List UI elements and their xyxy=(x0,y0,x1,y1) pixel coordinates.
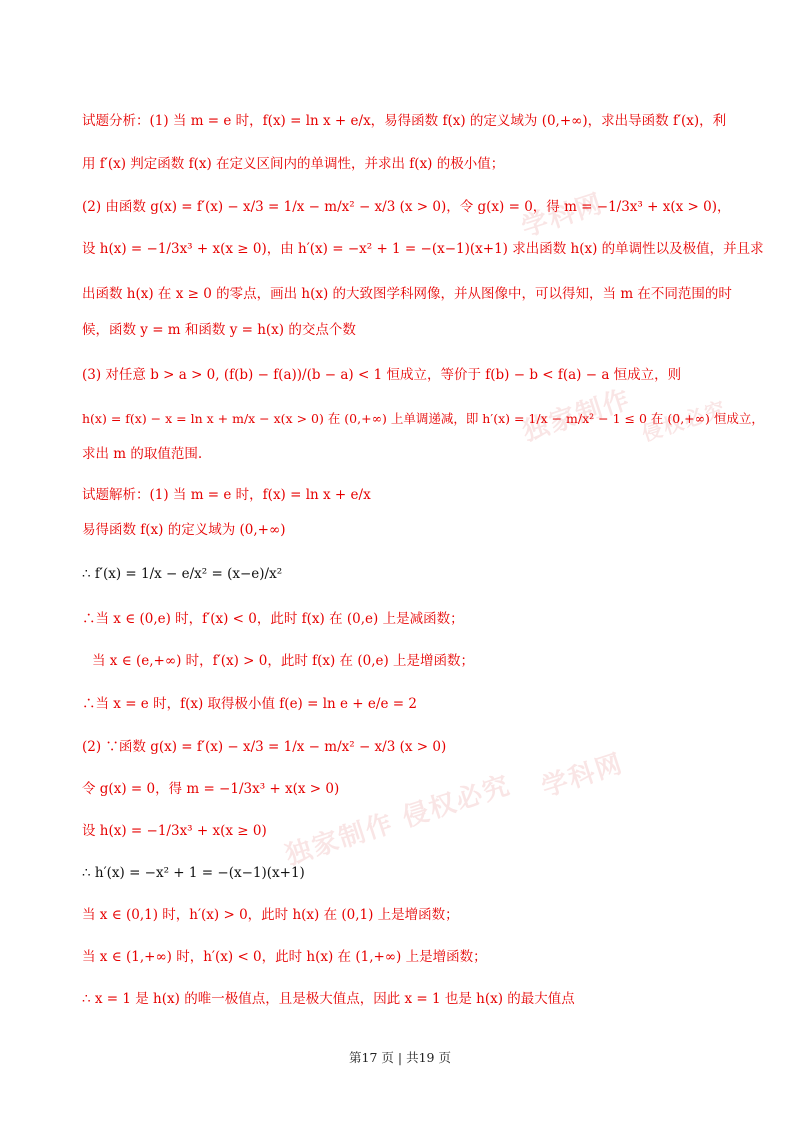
solution-line-12 xyxy=(82,948,487,966)
watermark-2: 独家制作 xyxy=(518,384,635,448)
solution-line-5-text: 当 x ∈ (e,+∞) 时，f′(x) > 0，此时 f(x) 在 (0,e) 上是增函数； xyxy=(92,653,475,669)
solution-line-2 xyxy=(82,521,286,539)
analysis-line-2 xyxy=(82,155,504,173)
solution-line-3 xyxy=(82,565,282,583)
solution-line-7-text: (2) ∵函数 g(x) = f′(x) − x/3 = 1/x − m/x² − x/3 (x > 0) xyxy=(82,739,447,755)
solution-line-7 xyxy=(82,738,446,756)
analysis-line-1-text: 试题分析：(1) 当 m = e 时，f(x) = ln x + e/x，易得函数 f(x) 的定义域为 (0,+∞)，求出导函数 f′(x)，利 xyxy=(82,113,727,129)
solution-line-8 xyxy=(82,780,339,798)
analysis-line-4-text: 设 h(x) = −1/3x³ + x(x ≥ 0)，由 h′(x) = −x² + 1 = −(x−1)(x+1) 求出函数 h(x) 的单调性以及极值，并且求 xyxy=(82,241,764,257)
analysis-line-3-text: (2) 由函数 g(x) = f′(x) − x/3 = 1/x − m/x² − x/3 (x > 0)，令 g(x) = 0，得 m = −1/3x³ + x(x > 0)， xyxy=(82,199,731,215)
solution-line-10 xyxy=(82,864,305,882)
solution-line-9 xyxy=(82,822,267,840)
solution-line-4-text: ∴当 x ∈ (0,e) 时，f′(x) < 0，此时 f(x) 在 (0,e) 上是减函数； xyxy=(82,611,464,627)
analysis-line-6-text: 候，函数 y = m 和函数 y = h(x) 的交点个数 xyxy=(82,322,356,338)
watermark-3: 侵权必究 xyxy=(638,395,731,446)
solution-line-4 xyxy=(82,610,464,628)
solution-line-1 xyxy=(82,486,371,504)
solution-line-10-text: ∴ h′(x) = −x² + 1 = −(x−1)(x+1) xyxy=(82,865,305,881)
analysis-line-8 xyxy=(82,410,764,428)
solution-line-1-text: 试题解析：(1) 当 m = e 时，f(x) = ln x + e/x xyxy=(82,487,371,503)
watermark-5: 独家制作 侵权必究 xyxy=(281,770,515,872)
solution-line-11-text: 当 x ∈ (0,1) 时，h′(x) > 0，此时 h(x) 在 (0,1) 上是增函数； xyxy=(82,907,459,923)
page-footer: 第17 页 | 共19 页 xyxy=(349,1050,451,1065)
analysis-line-5 xyxy=(82,285,732,303)
analysis-line-2-text: 用 f′(x) 判定函数 f(x) 在定义区间内的单调性，并求出 f(x) 的极小值； xyxy=(82,156,505,172)
analysis-line-3 xyxy=(82,198,730,216)
analysis-line-9-text: 求出 m 的取值范围. xyxy=(82,446,203,462)
analysis-line-8-text: h(x) = f(x) − x = ln x + m/x − x(x > 0) 在 (0,+∞) 上单调递减，即 h′(x) = 1/x − m/x² − 1 ≤ 0 在 (0,+∞) 恒成立， xyxy=(82,411,764,426)
solution-line-6-text: ∴当 x = e 时，f(x) 取得极小值 f(e) = ln e + e/e = 2 xyxy=(82,696,417,712)
analysis-line-7-text: (3) 对任意 b > a > 0, (f(b) − f(a))/(b − a) < 1 恒成立，等价于 f(b) − b < f(a) − a 恒成立，则 xyxy=(82,367,682,383)
solution-line-12-text: 当 x ∈ (1,+∞) 时，h′(x) < 0，此时 h(x) 在 (1,+∞) 上是增函数； xyxy=(82,949,487,965)
solution-line-8-text: 令 g(x) = 0，得 m = −1/3x³ + x(x > 0) xyxy=(82,781,340,797)
solution-line-13-text: ∴ x = 1 是 h(x) 的唯一极值点，且是极大值点，因此 x = 1 也是 h(x) 的最大值点 xyxy=(82,991,575,1007)
analysis-line-4 xyxy=(82,240,764,258)
solution-line-9-text: 设 h(x) = −1/3x³ + x(x ≥ 0) xyxy=(82,823,267,839)
solution-line-2-text: 易得函数 f(x) 的定义域为 (0,+∞) xyxy=(82,522,286,538)
analysis-line-6 xyxy=(82,321,356,339)
solution-line-13 xyxy=(82,990,575,1008)
solution-line-5 xyxy=(92,652,474,670)
solution-line-6 xyxy=(82,695,417,713)
watermark-1: 学科网 xyxy=(518,188,608,244)
solution-line-3-text: ∴ f′(x) = 1/x − e/x² = (x−e)/x² xyxy=(82,566,283,582)
analysis-line-9 xyxy=(82,445,202,463)
analysis-line-5-text: 出函数 h(x) 在 x ≥ 0 的零点，画出 h(x) 的大致图学科网像，并从图像中，可以得知，当 m 在不同范围的时 xyxy=(82,286,732,302)
analysis-line-7 xyxy=(82,366,681,384)
analysis-line-1 xyxy=(82,112,726,130)
watermark-4: 学科网 xyxy=(538,748,628,804)
solution-line-11 xyxy=(82,906,459,924)
